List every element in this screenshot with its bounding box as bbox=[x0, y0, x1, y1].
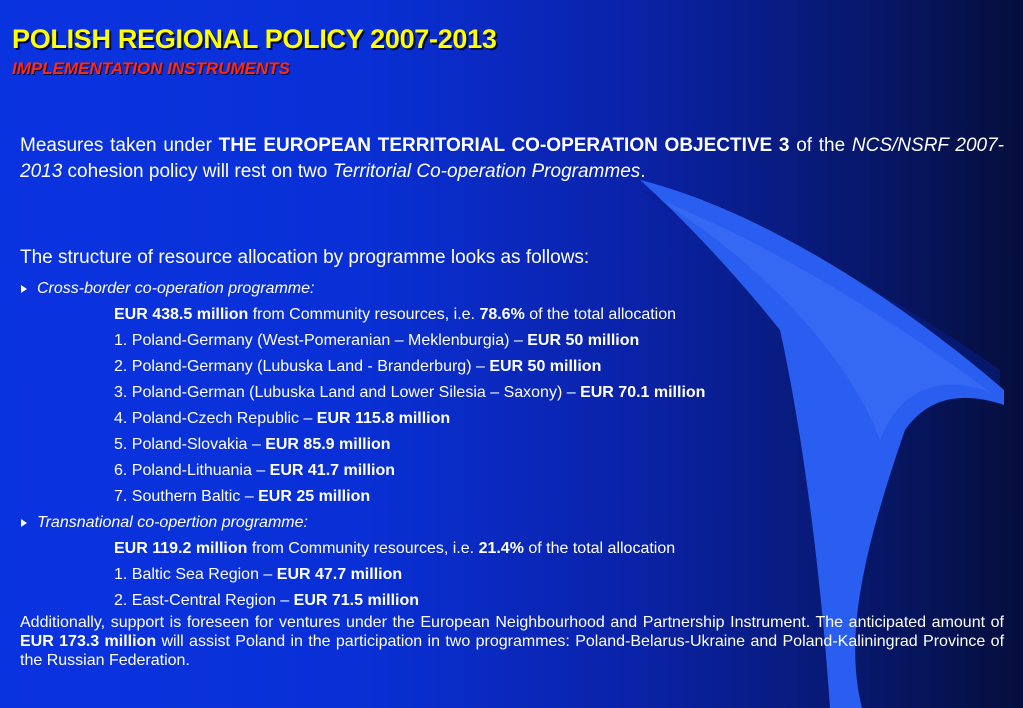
list-item bbox=[20, 406, 1004, 432]
programme-amount: EUR 85.9 million bbox=[265, 436, 391, 453]
programme-label: 1. Poland-Germany (West-Pomeranian – Meklenburgia) – bbox=[114, 332, 528, 349]
ncs-nsrf-name: NCS/NSRF 2007-2013 bbox=[20, 135, 1004, 182]
programme-amount: EUR 115.8 million bbox=[316, 410, 451, 427]
intro-text-1: Measures taken under bbox=[20, 135, 219, 156]
programme-label: 2. East-Central Region – bbox=[114, 592, 294, 609]
list-item bbox=[20, 588, 1004, 614]
transnational-summary bbox=[20, 536, 1004, 562]
programme-label: 4. Poland-Czech Republic – bbox=[114, 410, 317, 427]
transnational-heading-text: Transnational co-opertion programme: bbox=[37, 514, 308, 531]
summary-text: from Community resources, i.e. bbox=[248, 306, 480, 323]
programme-label: 7. Southern Baltic – bbox=[114, 488, 259, 505]
additional-support-note bbox=[20, 613, 1004, 670]
intro-text-4: . bbox=[640, 161, 646, 182]
list-item bbox=[20, 354, 1004, 380]
programme-label: 5. Poland-Slovakia – bbox=[114, 436, 266, 453]
cross-border-heading bbox=[20, 276, 1004, 302]
slide-subtitle: IMPLEMENTATION INSTRUMENTS bbox=[12, 59, 290, 78]
programme-label: 2. Poland-Germany (Lubuska Land - Branderburg) – bbox=[114, 358, 490, 375]
list-item bbox=[20, 380, 1004, 406]
slide-title: POLISH REGIONAL POLICY 2007-2013 bbox=[12, 24, 497, 54]
list-item bbox=[20, 432, 1004, 458]
programme-label: 6. Poland-Lithuania – bbox=[114, 462, 270, 479]
arrow-bullet-icon bbox=[21, 519, 27, 527]
programme-label: 1. Baltic Sea Region – bbox=[114, 566, 277, 583]
arrow-bullet-icon bbox=[21, 285, 27, 293]
cross-border-summary bbox=[20, 302, 1004, 328]
intro-text-3: cohesion policy will rest on two bbox=[62, 161, 333, 182]
intro-paragraph bbox=[20, 133, 1004, 185]
summary-text: from Community resources, i.e. bbox=[247, 540, 479, 557]
programme-amount: EUR 50 million bbox=[489, 358, 602, 375]
note-text-1: Additionally, support is foreseen for ventures under the European Neighbourhood and Partnership Instrument. The anticipated amount of bbox=[20, 614, 1004, 631]
objective-name: THE EUROPEAN TERRITORIAL CO-OPERATION OBJECTIVE 3 bbox=[218, 135, 790, 156]
cross-border-heading-text: Cross-border co-operation programme: bbox=[37, 280, 315, 297]
summary-percent: 21.4% bbox=[478, 540, 524, 557]
programme-amount: EUR 47.7 million bbox=[276, 566, 403, 583]
programme-label: 3. Poland-German (Lubuska Land and Lower Silesia – Saxony) – bbox=[114, 384, 581, 401]
summary-amount: EUR 119.2 million bbox=[114, 540, 248, 557]
programme-amount: EUR 70.1 million bbox=[580, 384, 706, 401]
intro-text-2: of the bbox=[789, 135, 852, 156]
summary-percent: 78.6% bbox=[479, 306, 525, 323]
programme-amount: EUR 41.7 million bbox=[269, 462, 396, 479]
summary-text-end: of the total allocation bbox=[524, 306, 677, 323]
list-item bbox=[20, 328, 1004, 354]
programme-amount: EUR 71.5 million bbox=[293, 592, 420, 609]
list-item bbox=[20, 458, 1004, 484]
programme-amount: EUR 50 million bbox=[527, 332, 640, 349]
summary-text-end: of the total allocation bbox=[523, 540, 676, 557]
list-item bbox=[20, 484, 1004, 510]
note-text-2: will assist Poland in the participation in two programmes: Poland-Belarus-Ukraine and Poland-Kaliningrad Province of the Russian Federation. bbox=[20, 633, 1005, 669]
list-item bbox=[20, 562, 1004, 588]
note-amount: EUR 173.3 million bbox=[20, 633, 157, 650]
transnational-heading bbox=[20, 510, 1004, 536]
summary-amount: EUR 438.5 million bbox=[114, 306, 249, 323]
programme-amount: EUR 25 million bbox=[258, 488, 371, 505]
programmes-name: Territorial Co-operation Programmes bbox=[332, 161, 641, 182]
allocation-lead: The structure of resource allocation by programme looks as follows: bbox=[20, 247, 590, 268]
allocation-list bbox=[20, 276, 1004, 614]
